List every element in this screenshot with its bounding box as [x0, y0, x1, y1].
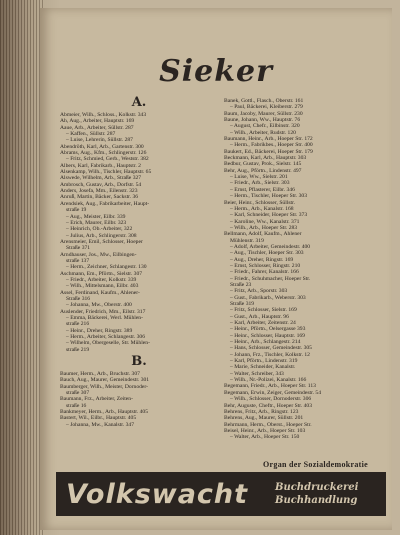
directory-entry: Behrmann, Herm., Oberst., Hoeper Str. — [224, 421, 312, 428]
directory-subentry: – Gust., Arb., Hauptstr. 96 — [230, 313, 289, 320]
directory-entry: Baukert, Ed., Bäckerei, Hoeper Str. 179 — [224, 148, 313, 155]
directory-subentry: – Ernst, Schlosser, Ringstr. 210 — [230, 262, 301, 269]
directory-entry: Albers, Karl, Fabrikarb., Hauptstr. 2 — [60, 162, 141, 169]
directory-subentry: – Wilh., Arbeiter, Rudstr. 120 — [230, 129, 296, 136]
directory-subentry: – Wilhelm, Obergeselle, Str. Mühlen- — [66, 340, 150, 347]
directory-entry: Ambrosch, Gustav, Arb., Dorfstr. 54 — [60, 181, 142, 188]
page-title: Sieker — [159, 54, 273, 89]
directory-entry: Alsenkamp, Wilh., Tischler, Hauptstr. 65 — [60, 169, 152, 176]
ad-services — [271, 481, 358, 507]
ad-banner — [56, 472, 386, 516]
left-column — [60, 94, 218, 428]
directory-subentry: – Aug., Meister, Eilbr. 339 — [66, 213, 126, 220]
directory-subentry: – Hans, Schlosser, Gemeindestr. 305 — [230, 345, 312, 352]
directory-entry: Bauch, Aug., Maurer, Gemeindestr. 301 — [60, 377, 150, 384]
directory-subentry: – Marie, Schneider, Kanalstr. — [230, 364, 296, 371]
ad-line-1: Buchdruckerei — [275, 482, 359, 493]
directory-entry: Baumberger, Wilh., Meister, Dornoder- — [60, 383, 149, 390]
directory-subentry: Straße 23 — [230, 281, 252, 288]
directory-entry: Alswede, Wilhelm, Arb., Straße 327 — [60, 175, 142, 182]
directory-subentry: – Ernst, Pflasterer, Eilbr. 346 — [230, 186, 295, 193]
directory-entry: Baune, Johann, Ww., Hauptstr. 76 — [224, 117, 301, 124]
directory-subentry: – Emma, Bäckerei, Werl. Mühlen- — [66, 315, 143, 321]
directory-subentry: straße 16 — [66, 402, 87, 409]
right-column — [224, 98, 384, 441]
directory-subentry: – Fritz, Schlosser, Sielstr. 169 — [230, 307, 297, 314]
directory-entry: Bellmann, Adolf, Kaufm., Ahlener — [224, 231, 302, 238]
directory-entry: Arendsiek, Aug., Fabrikarbeiter, Haupt- — [60, 200, 150, 207]
directory-entry: Baumann, Heinr., Arb., Hoeper Str. 172 — [224, 136, 313, 143]
directory-subentry: – Fritz, Schmied, Gerb., Weststr. 382 — [66, 156, 149, 163]
directory-subentry: – Heinr., Pförtn., Oelsergasse 393 — [230, 326, 306, 333]
directory-subentry: straße 219 — [66, 346, 90, 353]
directory-subentry: – Fritz, Arb., Sporstr. 303 — [230, 288, 288, 295]
directory-entry: Banek, Gottl., Flasch., Oberstr. 161 — [224, 98, 304, 104]
directory-subentry: – Walter, Arb., Hoeper Str. 150 — [230, 434, 300, 441]
directory-subentry: – August, Chefr., Eilbinstr. 320 — [230, 123, 300, 130]
directory-page — [40, 8, 392, 530]
directory-subentry: – Walter, Schreiber, 343 — [230, 370, 284, 377]
directory-subentry: Mühlenstr. 319 — [230, 237, 264, 244]
directory-entry: Behr, Aug., Pförtn., Lindenstr. 497 — [224, 167, 302, 174]
directory-entry: Auslender, Friedrich, Mm., Eilstr. 317 — [60, 308, 146, 315]
directory-entry: Beckmann, Karl, Arb., Hauptstr. 303 — [224, 155, 307, 162]
directory-subentry: – Herm., Arbeiter, Schlangestr. 306 — [66, 334, 146, 341]
directory-subentry: straße 137 — [66, 257, 90, 264]
directory-subentry: Straße 371 — [66, 245, 91, 252]
directory-entry: Bedbur, Gustav, Prok., Sielstr. 145 — [224, 161, 302, 168]
directory-subentry: – Karl, Pförtn., Lindenstr. 319 — [230, 358, 298, 365]
directory-subentry: straße 307 — [66, 390, 90, 397]
directory-subentry: – Johann, Frz., Tischler, Kolkstr. 12 — [230, 351, 310, 358]
directory-entry: Behrens, Fritz, Arb., Ringstr. 123 — [224, 408, 299, 415]
directory-subentry: – Friedr., Arb., Sielstr. 303 — [230, 180, 290, 187]
directory-entry: Behrens, Aug., Maurer, Süllstr. 201 — [224, 415, 304, 422]
directory-subentry: Straße 319 — [230, 301, 255, 307]
directory-subentry: – Herm., Tischler, Hoeper Str. 303 — [230, 193, 307, 200]
directory-subentry: – Wilh., Nr.-Polizei, Kanalstr. 166 — [230, 377, 307, 384]
directory-subentry: – Luise, Lehrerin, Süllstr. 287 — [66, 137, 133, 144]
directory-entry: Aaue, Arb., Arbeiter, Süllstr. 287 — [60, 124, 134, 131]
directory-subentry: straße 216 — [66, 321, 90, 328]
directory-entry: Begemann, Friedr., Arb., Hoeper Str. 113 — [224, 383, 316, 390]
directory-entry: Abmeier, Wilh., Schloss., Kolkstr. 343 — [60, 112, 147, 118]
directory-entry: Beisel, Heinr., Arb., Hoeper Str. 103 — [224, 427, 306, 434]
directory-entry: Baumann, Frz., Arbeiter, Zeiten- — [60, 396, 133, 403]
volkswacht-advertisement — [56, 460, 386, 520]
page-edges — [0, 0, 44, 535]
directory-subentry: – Friedr., Schuhmacher, Hoeper Str. — [230, 275, 311, 282]
directory-entry: Abendröth, Karl, Arb., Gartenstr. 300 — [60, 143, 144, 150]
directory-subentry: – Herm., Fabrikbes., Hoeper Str. 400 — [230, 142, 313, 149]
directory-subentry: – Heinr., Schlosser, Hauptstr. 169 — [230, 332, 305, 339]
directory-subentry: – Johanna, Mw., Kanalstr. 347 — [66, 421, 134, 428]
section-letter: A. — [131, 95, 147, 110]
ad-name: Volkswacht — [66, 478, 249, 510]
directory-subentry: – Aug., Dreher, Ringstr. 169 — [230, 256, 294, 263]
directory-entry: Bastert, Wil., Eilbr., Hauptstr. 405 — [60, 415, 137, 422]
directory-subentry: – Wilh., Mittelsmann, Eilbr. 403 — [66, 283, 139, 290]
directory-subentry: – Kaffen., Süllstr. 287 — [66, 131, 116, 138]
directory-entry: Baumer, Herm., Arb., Bruchstr. 307 — [60, 371, 140, 378]
directory-entry: Arensmeier, Emil, Schlosser, Hoeper — [60, 238, 143, 245]
directory-entry: Arndhauser, Jos., Mw., Eilbingen- — [60, 251, 137, 258]
directory-entry: Behr, Auguste, Cheftr., Hoeper Str. 403 — [224, 402, 313, 409]
ad-line-2: Buchhandlung — [275, 495, 358, 506]
directory-subentry: – Herm., Arb., Kanalstr. 168 — [230, 205, 294, 212]
directory-subentry: – Karoline, Ww., Kanalstr. 371 — [230, 218, 300, 225]
directory-subentry: – Paul, Bäckerei, Kleiberstr. 279 — [230, 104, 303, 111]
directory-subentry: – Julius, Arb., Schlingerstr. 308 — [66, 232, 137, 239]
directory-entry: Baum, Jacoby, Maurer, Süllstr. 230 — [224, 110, 303, 117]
ad-tagline: Organ der Sozialdemokratie — [263, 460, 368, 469]
directory-subentry: – Friedr., Fahrer, Kanalstr. 166 — [230, 269, 299, 276]
directory-entry: Abrams, Aug., Kfm., Schlingerstr. 126 — [60, 150, 147, 157]
directory-entry: Beier, Heinr., Schlosser, Süllstr. — [224, 199, 296, 206]
directory-subentry: – Heinr., Dreher, Ringstr. 389 — [66, 327, 133, 334]
directory-subentry: – Wilh., Schlosser, Dornoderstr. 306 — [230, 396, 312, 403]
directory-subentry: – Johanna, Mw., Oberstr. 400 — [66, 302, 132, 309]
directory-subentry: – Karl, Schneider, Hoeper Str. 373 — [230, 212, 308, 219]
directory-entry: Bankmeyer, Herm., Arb., Hauptstr. 405 — [60, 409, 149, 416]
section-letter: B. — [131, 354, 147, 370]
directory-subentry: straße 19 — [66, 207, 87, 214]
directory-entry: Anruß, Martin, Bäcker, Sackstr. 36 — [60, 194, 139, 201]
directory-subentry: – Karl, Arbeiter, Zeitenstr. 24 — [230, 320, 296, 327]
directory-entry: Ah, Aug., Arbeiter, Hauptstr. 169 — [60, 118, 135, 125]
directory-subentry: – Aug., Tischler, Hoeper Str. 303 — [230, 250, 304, 257]
directory-subentry: Straße 316 — [66, 295, 91, 302]
directory-subentry: – Herm., Zeichner, Schlangestr. 130 — [66, 264, 147, 271]
directory-subentry: – Adolf, Arbeiter, Gemeindestr. 400 — [230, 243, 311, 250]
directory-subentry: – Gust., Fabrikarb., Weberstr. 303 — [230, 294, 306, 301]
directory-entry: Aschmann, Em., Pförtn., Sielstr. 307 — [60, 270, 143, 277]
directory-subentry: – Heinr., Arb., Schlangestr. 214 — [230, 339, 301, 346]
directory-subentry: – Friedr., Arbeiter, Kolkstr. 339 — [66, 276, 137, 283]
directory-subentry: – Luise, Ww., Sielstr. 201 — [230, 174, 288, 181]
directory-entry: Anders, Josefa, Mm., Eilenstr. 323 — [60, 188, 138, 195]
directory-entry: Assel, Ferdinand, Kaufm., Ahlener- — [60, 289, 140, 296]
directory-subentry: – Wilh., Arb., Hoeper Str. 283 — [230, 224, 298, 231]
directory-subentry: – Erich, Maurer, Eilbr. 323 — [66, 219, 127, 226]
directory-entry: Begemann, Erwin, Zeiger, Gemeindestr. 54 — [224, 389, 322, 396]
directory-subentry: – Heinrich, Ob.-Arbeiter, 322 — [66, 226, 133, 233]
